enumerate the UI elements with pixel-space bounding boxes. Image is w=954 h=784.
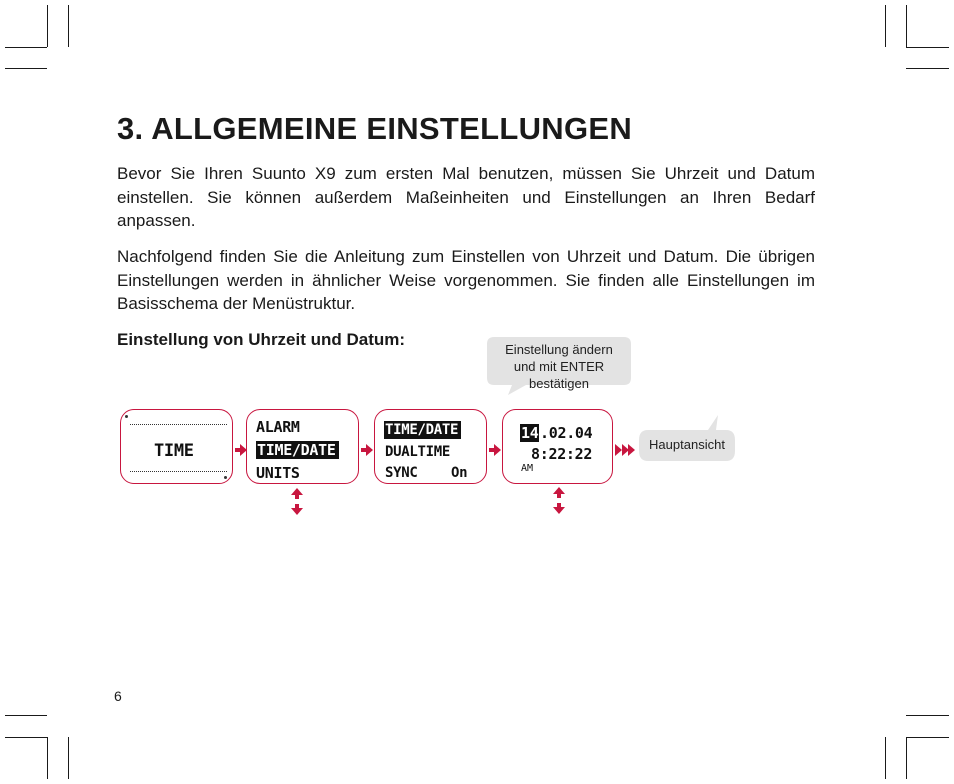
watch-screen-menu [246,409,359,484]
page-title: 3. ALLGEMEINE EINSTELLUNGEN [117,111,633,146]
menu-item-dualtime: DUALTIME [385,444,451,460]
menu-item-sync: SYNC [385,465,418,481]
page-number: 6 [114,688,122,704]
crop-mark [5,68,47,69]
crop-mark [906,737,907,779]
crop-mark [5,715,47,716]
callout-line: und mit ENTER [513,359,605,374]
up-down-arrow-icon [290,487,304,517]
menu-item-time-date-header: TIME/DATE [384,421,461,439]
watch-screen-time-date-menu [374,409,487,484]
crop-mark [906,5,907,47]
watch-screen-set-date [502,409,613,484]
screen-label: TIME [154,441,194,461]
menu-item-alarm: ALARM [256,418,300,436]
crop-mark [885,5,886,47]
callout-line: bestätigen [529,376,589,391]
callout-text: Hauptansicht [649,437,725,452]
callout-line: Einstellung ändern [505,342,613,357]
crop-mark [47,737,48,779]
am-pm-indicator: AM [521,463,534,474]
crop-mark [906,715,949,716]
sync-value: On [451,465,468,481]
arrow-right-icon [360,443,374,457]
instructions-paragraph: Nachfolgend finden Sie die Anleitung zum Einstellen von Uhrzeit und Datum. Die übrigen Einstellungen werden in ähnlicher Weise vorgenommen. Sie finden alle Einstellungen im Basisschema der Menüstruktur. [117,247,815,313]
crop-mark [906,737,949,738]
watch-screen-time [120,409,233,484]
intro-paragraph: Bevor Sie Ihren Suunto X9 zum ersten Mal benutzen, müssen Sie Uhrzeit und Datum einstellen. Sie können außerdem Maßeinheiten und Einstellungen an Ihren Bedarf anpassen. [117,164,815,230]
up-down-arrow-icon [552,486,566,516]
time-value: 8:22:22 [531,445,593,463]
date-rest: .02.04 [540,424,593,442]
arrow-right-icon [488,443,502,457]
crop-mark [5,47,47,48]
menu-item-units: UNITS [256,464,300,482]
crop-mark [68,737,69,779]
crop-mark [906,68,949,69]
crop-mark [68,5,69,47]
crop-mark [47,5,48,47]
crop-mark [5,737,47,738]
crop-mark [906,47,949,48]
callout-main-view [638,414,736,462]
double-arrow-right-icon [614,443,636,457]
menu-item-time-date-selected: TIME/DATE [256,441,339,459]
date-day-selected: 14 [521,424,539,442]
section-subheading: Einstellung von Uhrzeit und Datum: [117,330,406,349]
callout-change-setting [486,334,632,396]
crop-mark [885,737,886,779]
